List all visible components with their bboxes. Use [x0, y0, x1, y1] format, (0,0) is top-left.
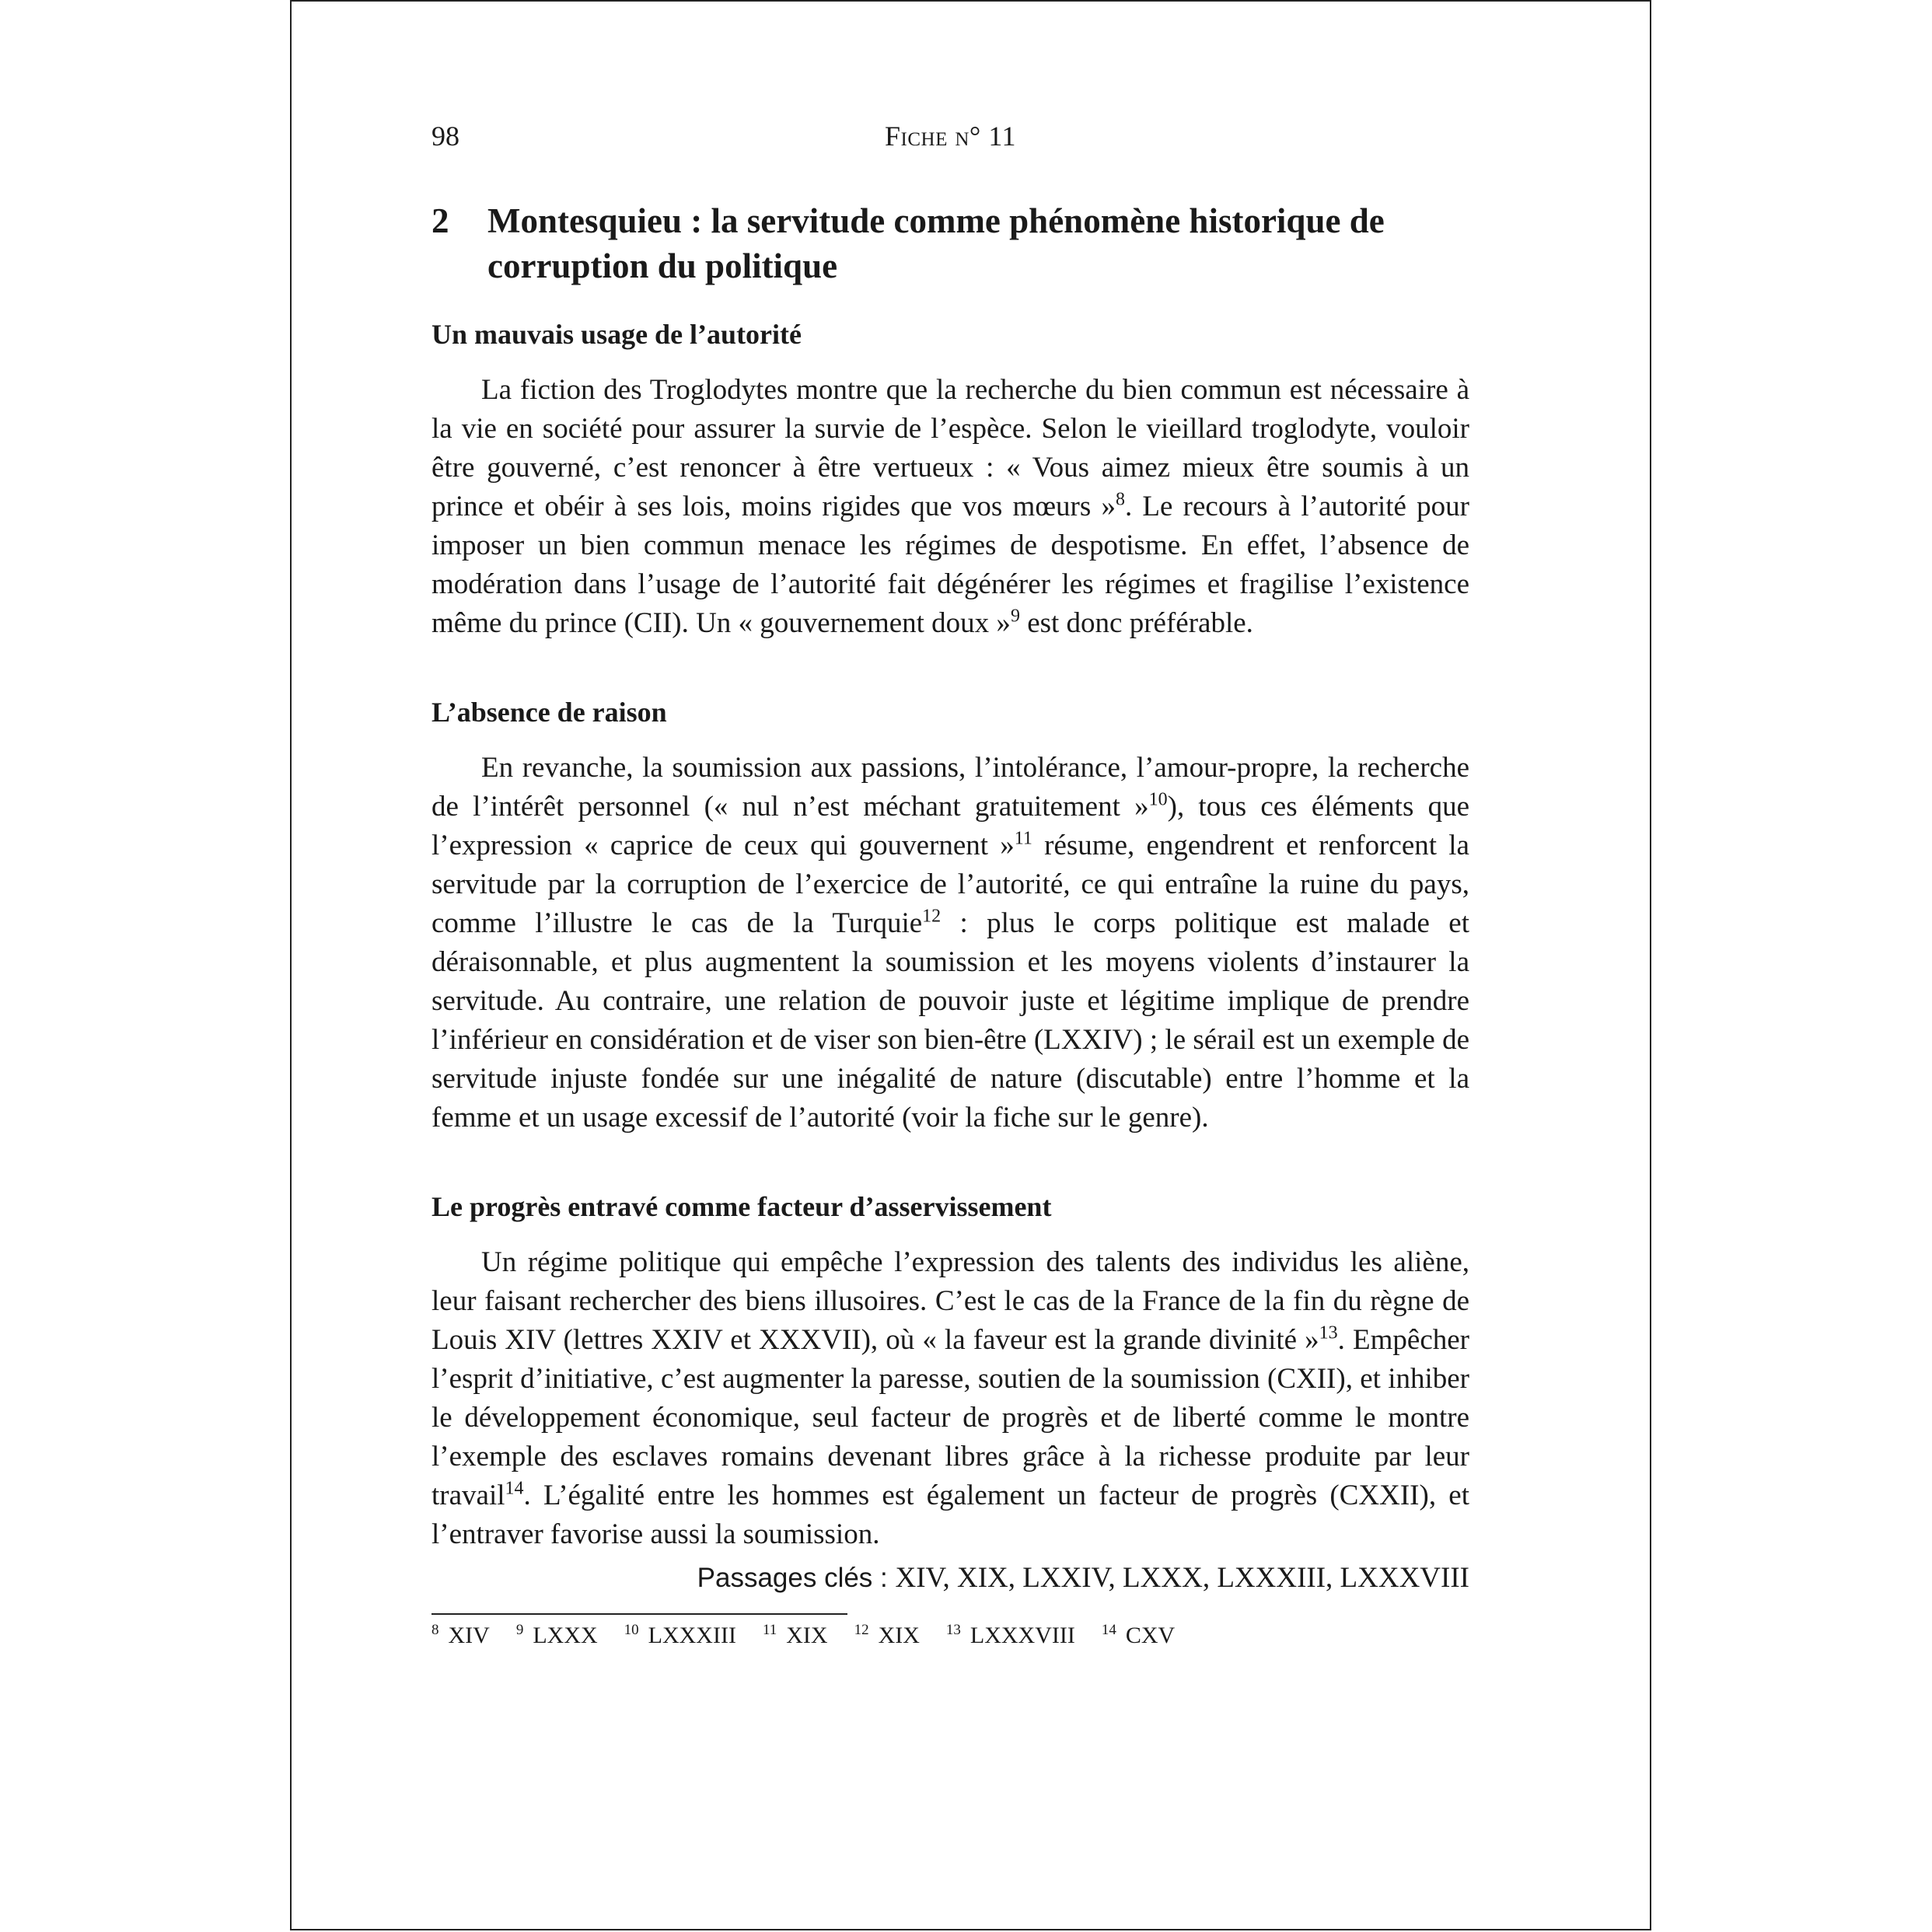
paragraph-text: . L’égalité entre les hommes est également un facteur de progrès (CXXII), et l’entraver favorise aussi la soumission. [431, 1480, 1469, 1550]
paragraph-reason [431, 749, 1469, 1137]
footnote-mark: 11 [762, 1622, 777, 1638]
footnote-mark: 12 [854, 1622, 869, 1638]
running-header [431, 113, 1469, 159]
paragraph-text: La fiction des Troglodytes montre que la recherche du bien commun est nécessaire à la vie en société pour assurer la survie de l’espèce. Selon le vieillard troglodyte, vouloir être gouverné, c’est renoncer à être vertueux : « Vous aimez mieux être soumis à un prince et obéir à ses lois, moins rigides que vos mœurs » [431, 374, 1469, 522]
footnote-mark: 8 [431, 1622, 439, 1638]
paragraph-progress [431, 1243, 1469, 1554]
footnote [516, 1618, 598, 1654]
footnote [1102, 1618, 1175, 1654]
footnote-mark: 10 [624, 1622, 639, 1638]
running-title-number: ° 11 [969, 121, 1016, 152]
footnote [431, 1618, 490, 1654]
footnote [624, 1618, 736, 1654]
footnote [854, 1618, 920, 1654]
footnote-text: LXXX [533, 1623, 598, 1648]
footnote-ref[interactable]: 10 [1148, 789, 1168, 810]
paragraph-text: . Le recours à l’autorité pour imposer un bien commun menace les régimes de despotisme. En effet, l’absence de modération dans l’usage de l’autorité fait dégénérer les régimes et fragilise l’existence même du prince (CII). Un « gouvernement doux » [431, 491, 1469, 639]
footnote-ref[interactable]: 11 [1014, 828, 1032, 849]
footnote-text: XIX [878, 1623, 920, 1648]
footnote-text: CXV [1125, 1623, 1176, 1648]
subsection-title-reason: L’absence de raison [431, 697, 667, 728]
footnote-text: XIV [448, 1623, 490, 1648]
subsection-title-progress: Le progrès entravé comme facteur d’asservissement [431, 1191, 1052, 1222]
page-number: 98 [431, 121, 459, 152]
key-passages-list: XIV, XIX, LXXIV, LXXX, LXXXIII, LXXXVIII [895, 1562, 1469, 1594]
footnote-mark: 13 [945, 1622, 961, 1638]
footnote-text: LXXXVIII [969, 1623, 1075, 1648]
paragraph-text: . Empêcher l’esprit d’initiative, c’est augmenter la paresse, soutien de la soumission (CXII), et inhiber le développement économique, seul facteur de progrès et de liberté comme le montre l’exemple des esclaves romains devenant libres grâce à la richesse produite par leur travail [431, 1324, 1469, 1511]
page-content [431, 113, 1469, 1654]
footnote-rule [431, 1613, 847, 1615]
key-passages [431, 1559, 1469, 1598]
section-number: 2 [431, 201, 449, 240]
paragraph-text: ), tous ces éléments que l’expression « caprice de ceux qui gouvernent » [431, 791, 1469, 861]
footnote-ref[interactable]: 12 [922, 906, 942, 927]
footnote-ref[interactable]: 13 [1319, 1322, 1338, 1343]
section-title-text: Montesquieu : la servitude comme phénomène historique de corruption du politique [487, 201, 1385, 285]
paragraph-text: : plus le corps politique est malade et déraisonnable, et plus augmentent la soumission et les moyens violents d’instaurer la servitude. Au contraire, une relation de pouvoir juste et légitime implique de prendre l’inférieur en considération et de viser son bien-être (LXXIV) ; le sérail est un exemple de servitude injuste fondée sur une inégalité de nature (discutable) entre l’homme et la femme et un usage excessif de l’autorité (voir la fiche sur le genre). [431, 907, 1469, 1134]
subsection-title-authority: Un mauvais usage de l’autorité [431, 319, 802, 350]
footnote-ref[interactable]: 9 [1010, 606, 1020, 627]
paragraph-authority [431, 371, 1469, 643]
section-title [431, 198, 1469, 288]
footnote-ref[interactable]: 14 [505, 1478, 524, 1499]
paragraph-text: est donc préférable. [1019, 607, 1253, 639]
key-passages-label: Passages clés : [697, 1563, 896, 1593]
footnote-ref[interactable]: 8 [1115, 489, 1125, 510]
footnote-mark: 9 [515, 1622, 524, 1638]
running-title-label: Fiche n [885, 121, 969, 152]
footnote [763, 1618, 828, 1654]
paragraph-text: Un régime politique qui empêche l’expression des talents des individus les aliène, leur faisant rechercher des biens illusoires. C’est le cas de la France de la fin du règne de Louis XIV (lettres XXIV et XXXVII), où « la faveur est la grande divinité » [431, 1246, 1469, 1356]
footnotes [431, 1618, 1469, 1654]
footnote-text: LXXXIII [648, 1623, 736, 1648]
footnote-text: XIX [786, 1623, 828, 1648]
footnote-mark: 14 [1101, 1622, 1116, 1638]
paragraph-text: résume, engendrent et renforcent la servitude par la corruption de l’exercice de l’autorité, ce qui entraîne la ruine du pays, comme l’illustre le cas de la Turquie [431, 830, 1469, 939]
running-title [431, 113, 1469, 159]
footnote [946, 1618, 1075, 1654]
paragraph-text: En revanche, la soumission aux passions, l’intolérance, l’amour-propre, la recherche de l’intérêt personnel (« nul n’est méchant gratuitement » [431, 752, 1469, 823]
